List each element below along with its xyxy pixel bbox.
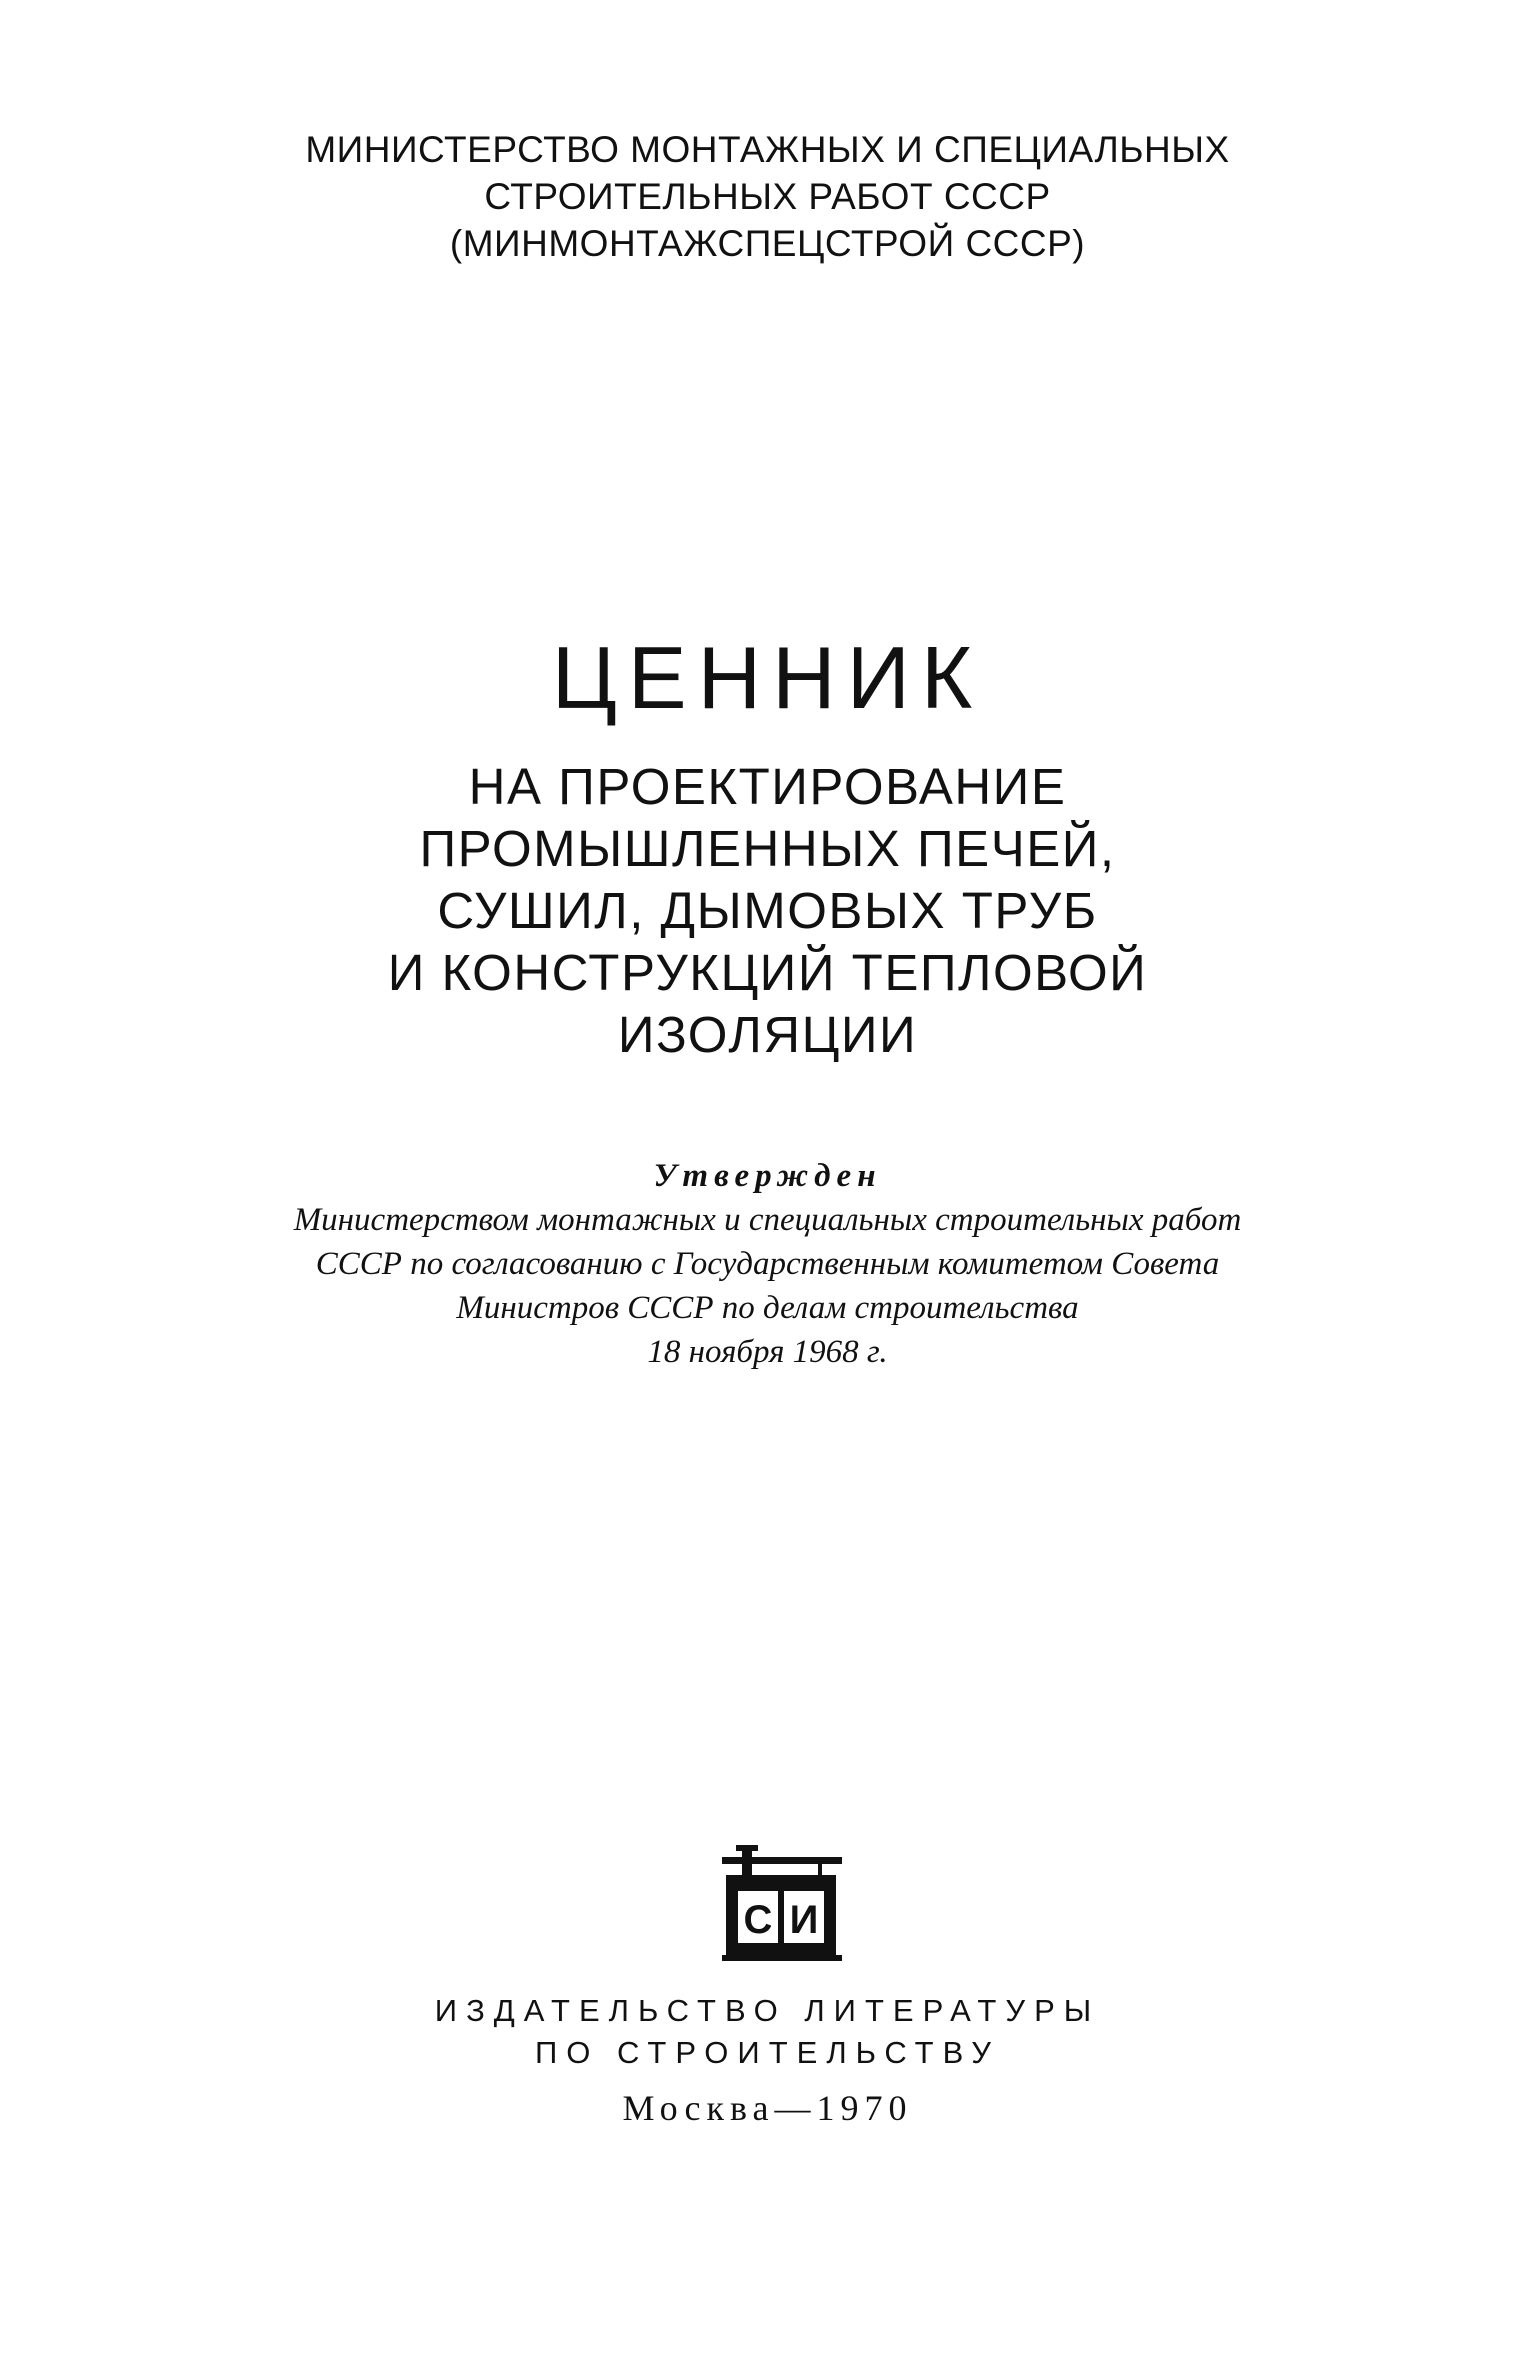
subtitle-line-5: ИЗОЛЯЦИИ: [617, 1006, 918, 1063]
ministry-line-3: (МИНМОНТАЖСПЕЦСТРОЙ СССР): [449, 223, 1086, 264]
approval-block: [0, 1154, 1535, 1374]
ministry-header: [0, 126, 1535, 267]
subtitle-line-2: ПРОМЫШЛЕННЫХ ПЕЧЕЙ,: [419, 820, 1116, 877]
ministry-line-1: МИНИСТЕРСТВО МОНТАЖНЫХ И СПЕЦИАЛЬНЫХ: [305, 129, 1230, 170]
publisher-line-1: ИЗДАТЕЛЬСТВО ЛИТЕРАТУРЫ: [434, 1993, 1101, 2028]
subtitle-line-3: СУШИЛ, ДЫМОВЫХ ТРУБ: [437, 882, 1098, 939]
ministry-line-2: СТРОИТЕЛЬНЫХ РАБОТ СССР: [484, 176, 1051, 217]
approval-line-3: Министров СССР по делам строительства: [456, 1290, 1079, 1326]
approval-date: 18 ноября 1968 г.: [647, 1334, 888, 1370]
city-year: Москва—1970: [622, 2088, 913, 2128]
publisher-block: [0, 1990, 1535, 2074]
approval-heading: Утвержден: [653, 1158, 882, 1194]
publisher-crane-logo-icon: [722, 1843, 842, 1961]
document-title: ЦЕННИК: [551, 628, 984, 727]
approval-line-2: СССР по согласованию с Государственным комитетом Совета: [315, 1246, 1220, 1282]
logo-letter-2: И: [789, 1898, 819, 1942]
document-subtitle: [0, 756, 1535, 1066]
approval-line-1: Министерством монтажных и специальных строительных работ: [293, 1202, 1242, 1238]
publisher-line-2: ПО СТРОИТЕЛЬСТВУ: [535, 2035, 1000, 2070]
subtitle-line-4: И КОНСТРУКЦИЙ ТЕПЛОВОЙ: [387, 944, 1148, 1001]
subtitle-line-1: НА ПРОЕКТИРОВАНИЕ: [468, 758, 1067, 815]
logo-letter-1: С: [743, 1898, 773, 1942]
